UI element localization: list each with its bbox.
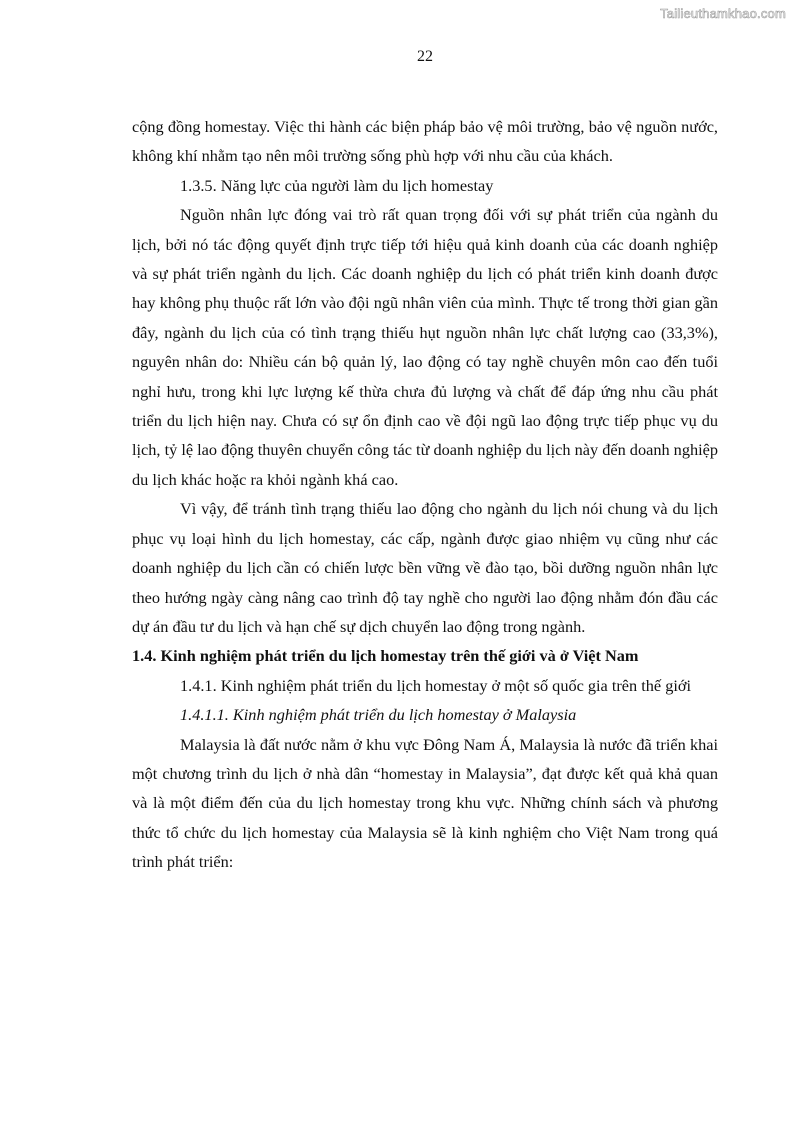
section-heading-1-4-1: 1.4.1. Kinh nghiệm phát triển du lịch homestay ở một số quốc gia trên thế giới [180,675,691,695]
paragraph-continuation: cộng đồng homestay. Việc thi hành các biện pháp bảo vệ môi trường, bảo vệ nguồn nước, không khí nhằm tạo nên môi trường sống phù hợp với nhu cầu của khách. [132,117,718,166]
section-heading-1-3-5: 1.3.5. Năng lực của người làm du lịch homestay [180,175,494,195]
watermark-text: Tailieuthamkhao.com [660,6,786,21]
page-number: 22 [417,48,433,65]
section-heading-1-4-1-1: 1.4.1.1. Kinh nghiệm phát triển du lịch homestay ở Malaysia [180,705,577,725]
section-heading-1-4: 1.4. Kinh nghiệm phát triển du lịch homestay trên thế giới và ở Việt Nam [132,646,639,666]
paragraph-recommendation: Vì vậy, để tránh tình trạng thiếu lao động cho ngành du lịch nói chung và du lịch phục vụ loại hình du lịch homestay, các cấp, ngành được giao nhiệm vụ cũng như các doanh nghiệp du lịch cần có chiến lược bền vững về đào tạo, bồi dưỡng nguồn nhân lực theo hướng ngày càng nâng cao trình độ tay nghề cho người lao động nhằm đón đầu các dự án đầu tư du lịch và hạn chế sự dịch chuyển lao động trong ngành. [132,499,718,636]
paragraph-human-resources: Nguồn nhân lực đóng vai trò rất quan trọng đối với sự phát triển của ngành du lịch, bởi nó tác động quyết định trực tiếp tới hiệu quả kinh doanh của các doanh nghiệp và sự phát triển ngành du lịch. Các doanh nghiệp du lịch có phát triển kinh doanh được hay không phụ thuộc rất lớn vào đội ngũ nhân viên của mình. Thực tế trong thời gian gần đây, ngành du lịch của có tình trạng thiếu hụt nguồn nhân lực chất lượng cao (33,3%), nguyên nhân do: Nhiều cán bộ quản lý, lao động có tay nghề chuyên môn cao đến tuổi nghỉ hưu, trong khi lực lượng kế thừa chưa đủ lượng và chất để đáp ứng nhu cầu phát triển du lịch hiện nay. Chưa có sự ổn định cao về đội ngũ lao động trực tiếp phục vụ du lịch, tỷ lệ lao động thuyên chuyển công tác từ doanh nghiệp du lịch này đến doanh nghiệp du lịch khác hoặc ra khỏi ngành khá cao. [132,205,718,489]
document-body [132,112,718,877]
paragraph-malaysia: Malaysia là đất nước nằm ở khu vực Đông Nam Á, Malaysia là nước đã triển khai một chương trình du lịch ở nhà dân “homestay in Malaysia”, đạt được kết quả khả quan và là một điểm đến của du lịch homestay trong khu vực. Những chính sách và phương thức tổ chức du lịch homestay của Malaysia sẽ là kinh nghiệm cho Việt Nam trong quá trình phát triển: [132,734,718,872]
